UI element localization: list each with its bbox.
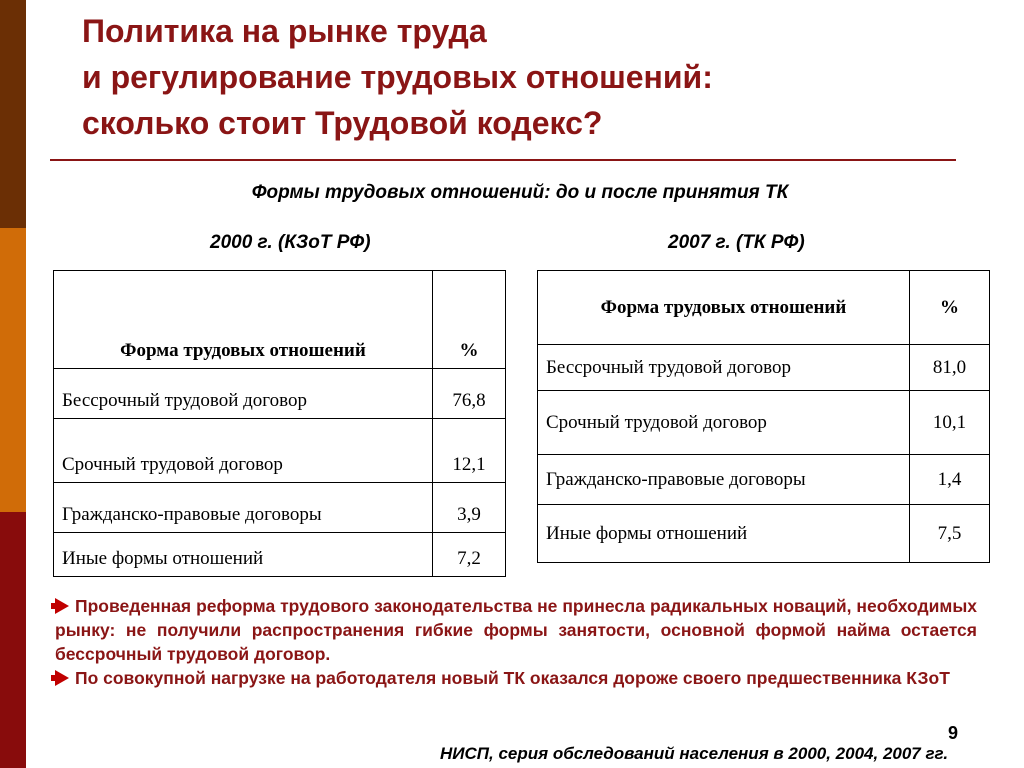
table-row <box>538 505 990 563</box>
table-row <box>538 345 990 391</box>
row-percent: 7,5 <box>910 505 990 563</box>
arrow-bullet-icon <box>55 598 69 614</box>
table-header-row <box>54 271 506 369</box>
bullet-item <box>55 666 977 690</box>
caption-2007: 2007 г. (ТК РФ) <box>668 232 805 253</box>
row-percent: 81,0 <box>910 345 990 391</box>
row-form: Иные формы отношений <box>538 505 910 563</box>
row-form: Иные формы отношений <box>54 533 433 577</box>
row-percent: 12,1 <box>433 419 506 483</box>
table-row <box>54 419 506 483</box>
row-form: Гражданско-правовые договоры <box>538 455 910 505</box>
table-2007 <box>537 270 990 563</box>
title-line-2: и регулирование трудовых отношений: <box>82 59 713 95</box>
side-bar-middle <box>0 228 26 512</box>
row-form: Бессрочный трудовой договор <box>538 345 910 391</box>
header-form: Форма трудовых отношений <box>54 271 433 369</box>
title-line-1: Политика на рынке труда <box>82 13 487 49</box>
table-row <box>54 369 506 419</box>
bullet-text: Проведенная реформа трудового законодательства не принесла радикальных новаций, необходимых рынку: не получили распространения гибкие формы занятости, основной формой найма остается бессрочный трудовой договор. <box>55 596 977 664</box>
title-divider <box>50 159 956 161</box>
table-row <box>538 391 990 455</box>
table-row <box>54 533 506 577</box>
subtitle: Формы трудовых отношений: до и после принятия ТК <box>251 182 789 203</box>
table-2000 <box>53 270 506 577</box>
bullet-list <box>55 594 977 690</box>
row-percent: 3,9 <box>433 483 506 533</box>
table-header-row <box>538 271 990 345</box>
arrow-bullet-icon <box>55 670 69 686</box>
slide-title <box>82 8 982 146</box>
source-note: НИСП, серия обследований населения в 2000, 2004, 2007 гг. <box>440 744 949 763</box>
header-percent: % <box>910 271 990 345</box>
row-form: Гражданско-правовые договоры <box>54 483 433 533</box>
row-percent: 7,2 <box>433 533 506 577</box>
title-line-3: сколько стоит Трудовой кодекс? <box>82 105 603 141</box>
bullet-item <box>55 594 977 666</box>
header-percent: % <box>433 271 506 369</box>
page-number: 9 <box>948 723 959 743</box>
row-percent: 10,1 <box>910 391 990 455</box>
table-row <box>54 483 506 533</box>
row-percent: 1,4 <box>910 455 990 505</box>
caption-2000: 2000 г. (КЗоТ РФ) <box>210 232 371 253</box>
row-form: Срочный трудовой договор <box>54 419 433 483</box>
side-bar-bottom <box>0 512 26 768</box>
row-percent: 76,8 <box>433 369 506 419</box>
row-form: Срочный трудовой договор <box>538 391 910 455</box>
table-row <box>538 455 990 505</box>
header-form: Форма трудовых отношений <box>538 271 910 345</box>
bullet-text: По совокупной нагрузке на работодателя новый ТК оказался дороже своего предшественника КЗоТ <box>75 668 950 688</box>
row-form: Бессрочный трудовой договор <box>54 369 433 419</box>
